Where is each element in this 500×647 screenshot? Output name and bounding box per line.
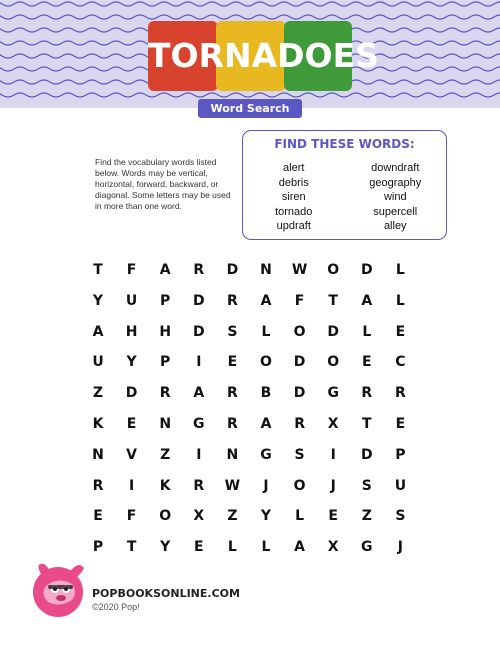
- grid-letter[interactable]: R: [294, 416, 305, 432]
- grid-letter[interactable]: I: [128, 477, 135, 494]
- grid-letter[interactable]: F: [294, 292, 305, 309]
- word-item: siren: [281, 191, 306, 203]
- grid-letter[interactable]: X: [327, 539, 339, 556]
- word-item: geography: [369, 176, 422, 189]
- grid-letter[interactable]: I: [196, 446, 202, 463]
- grid-letter[interactable]: N: [92, 446, 104, 463]
- grid-letter[interactable]: D: [360, 262, 373, 278]
- grid-letter[interactable]: O: [327, 262, 340, 278]
- grid-letter[interactable]: L: [362, 323, 372, 340]
- grid-letter[interactable]: V: [126, 446, 138, 463]
- grid-letter[interactable]: R: [395, 385, 406, 402]
- grid-letter[interactable]: O: [327, 354, 340, 371]
- grid-letter[interactable]: D: [293, 354, 306, 371]
- grid-letter[interactable]: A: [92, 323, 104, 340]
- grid-letter[interactable]: E: [227, 354, 238, 371]
- wave-line: [0, 15, 500, 19]
- grid-letter[interactable]: T: [126, 539, 137, 556]
- grid-letter[interactable]: B: [260, 385, 272, 402]
- word-item: debris: [278, 176, 309, 189]
- grid-letter[interactable]: D: [192, 292, 205, 309]
- grid-letter[interactable]: R: [193, 262, 205, 278]
- grid-letter[interactable]: N: [226, 446, 239, 463]
- word-item: downdraft: [371, 162, 420, 174]
- grid-letter[interactable]: Y: [160, 539, 171, 556]
- grid-letter[interactable]: L: [227, 539, 237, 556]
- grid-letter[interactable]: H: [159, 323, 172, 340]
- grid-letter[interactable]: O: [293, 323, 306, 340]
- grid-letter[interactable]: J: [397, 539, 403, 556]
- grid-letter[interactable]: L: [295, 508, 305, 525]
- grid-letter[interactable]: G: [327, 385, 339, 402]
- grid-letter[interactable]: T: [328, 292, 338, 309]
- grid-letter[interactable]: Z: [160, 446, 171, 463]
- grid-letter[interactable]: Z: [361, 508, 372, 525]
- pop-logo-icon: [28, 558, 90, 622]
- grid-letter[interactable]: D: [226, 262, 239, 278]
- grid-letter[interactable]: E: [395, 323, 406, 340]
- grid-letter[interactable]: E: [362, 354, 372, 371]
- grid-letter[interactable]: D: [192, 323, 205, 340]
- grid-letter[interactable]: G: [193, 416, 205, 432]
- grid-letter[interactable]: E: [328, 508, 338, 525]
- footer-url: POPBOOKSONLINE.COM: [92, 587, 240, 600]
- grid-letter[interactable]: A: [193, 385, 205, 402]
- grid-letter[interactable]: P: [395, 446, 406, 463]
- grid-letter[interactable]: A: [159, 262, 171, 278]
- grid-letter[interactable]: O: [293, 477, 306, 494]
- wave-line: [0, 2, 500, 6]
- grid-letter[interactable]: L: [395, 262, 405, 278]
- grid-letter[interactable]: D: [327, 323, 339, 340]
- grid-letter[interactable]: X: [327, 416, 339, 432]
- grid-letter[interactable]: T: [362, 416, 372, 432]
- grid-letter[interactable]: P: [160, 292, 171, 309]
- word-item: alert: [283, 162, 305, 174]
- grid-letter[interactable]: R: [227, 416, 238, 432]
- word-list-box: [242, 130, 447, 240]
- grid-letter[interactable]: A: [260, 416, 272, 432]
- grid-letter[interactable]: Y: [92, 292, 104, 309]
- grid-letter[interactable]: A: [361, 292, 373, 309]
- grid-letter[interactable]: R: [159, 385, 171, 402]
- grid-letter[interactable]: F: [126, 262, 137, 278]
- grid-letter[interactable]: I: [196, 354, 202, 371]
- grid-letter[interactable]: O: [159, 508, 172, 525]
- grid-letter[interactable]: E: [395, 416, 406, 432]
- grid-letter[interactable]: S: [294, 446, 305, 463]
- grid-letter[interactable]: Z: [227, 508, 238, 525]
- grid-letter[interactable]: Z: [92, 385, 104, 402]
- grid-letter[interactable]: H: [125, 323, 138, 340]
- word-item: updraft: [276, 220, 311, 232]
- grid-letter[interactable]: R: [193, 477, 205, 494]
- grid-letter[interactable]: W: [224, 477, 241, 494]
- word-item: alley: [383, 220, 407, 232]
- wave-line: [0, 93, 500, 97]
- title-block: [148, 21, 379, 91]
- grid-letter[interactable]: X: [193, 508, 205, 525]
- word-list-heading: FIND THESE WORDS:: [274, 137, 415, 151]
- grid-letter[interactable]: R: [227, 385, 238, 402]
- word-item: tornado: [275, 205, 313, 218]
- grid-letter[interactable]: G: [361, 539, 373, 556]
- word-item: supercell: [373, 205, 418, 218]
- grid-letter[interactable]: J: [330, 477, 336, 494]
- grid-letter[interactable]: I: [330, 446, 336, 463]
- grid-letter[interactable]: S: [361, 477, 372, 494]
- grid-letter[interactable]: D: [293, 385, 306, 402]
- footer-copyright: ©2020 Pop!: [92, 602, 140, 612]
- grid-letter[interactable]: L: [395, 292, 405, 309]
- grid-letter[interactable]: D: [360, 446, 373, 463]
- grid-letter[interactable]: T: [93, 262, 103, 278]
- grid-letter[interactable]: U: [125, 292, 138, 309]
- grid-letter[interactable]: F: [126, 508, 137, 525]
- word-list: [243, 161, 446, 234]
- grid-letter[interactable]: D: [125, 385, 138, 402]
- grid-letter[interactable]: Y: [126, 354, 137, 371]
- grid-letter[interactable]: O: [260, 354, 272, 371]
- grid-letter[interactable]: A: [294, 539, 306, 556]
- page-title: TORNADOES: [148, 36, 379, 75]
- grid-letter[interactable]: Y: [260, 508, 272, 525]
- grid-letter[interactable]: K: [92, 416, 104, 432]
- grid-letter[interactable]: P: [92, 539, 104, 556]
- grid-letter[interactable]: R: [227, 292, 238, 309]
- word-item: wind: [383, 191, 407, 203]
- grid-letter[interactable]: U: [92, 354, 104, 371]
- grid-letter[interactable]: R: [92, 477, 104, 494]
- grid-letter[interactable]: L: [261, 323, 271, 340]
- grid-letter[interactable]: E: [126, 416, 137, 432]
- grid-letter[interactable]: N: [260, 262, 272, 278]
- grid-letter[interactable]: G: [260, 446, 272, 463]
- grid-letter[interactable]: E: [93, 508, 103, 525]
- grid-letter[interactable]: S: [395, 508, 406, 525]
- grid-letter[interactable]: C: [395, 354, 406, 371]
- grid-letter[interactable]: N: [159, 416, 172, 432]
- grid-letter[interactable]: W: [291, 262, 308, 278]
- grid-letter[interactable]: P: [160, 354, 171, 371]
- grid-letter[interactable]: R: [361, 385, 373, 402]
- grid-letter[interactable]: S: [227, 323, 238, 340]
- grid-letter[interactable]: U: [394, 477, 407, 494]
- instructions-text: Find the vocabulary words listed below. Words may be vertical, horizontal, forward, backward, or diagonal. Some letters may be used in more than one word.: [95, 157, 231, 211]
- grid-letter[interactable]: L: [261, 539, 271, 556]
- subtitle-tab: Word Search: [198, 99, 302, 118]
- grid-letter[interactable]: E: [194, 539, 204, 556]
- grid-letter[interactable]: J: [263, 477, 269, 494]
- grid-letter[interactable]: A: [260, 292, 272, 309]
- grid-letter[interactable]: K: [159, 477, 171, 494]
